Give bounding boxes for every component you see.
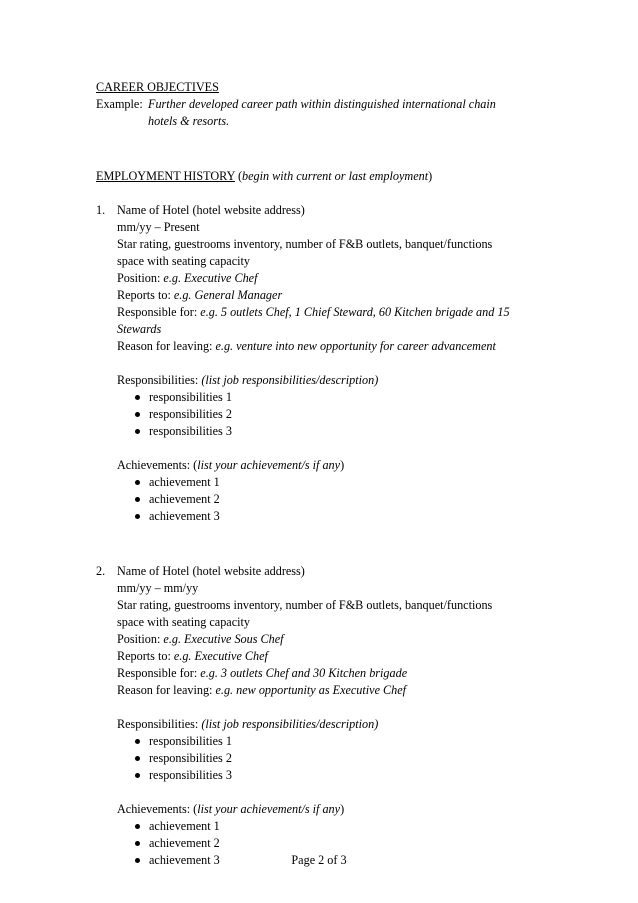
responsibilities-note: (list job responsibilities/description) <box>201 717 379 731</box>
position-label: Position: <box>117 271 164 285</box>
employment-entry-2 <box>96 563 556 869</box>
reports-to <box>117 287 556 304</box>
list-item: responsibilities 2 <box>133 750 556 767</box>
responsible-for <box>117 665 556 682</box>
career-example <box>96 96 556 130</box>
achievements-close: ) <box>340 458 345 472</box>
page-number: Page 2 of 3 <box>291 853 347 867</box>
list-item: responsibilities 2 <box>133 406 556 423</box>
reason-value: e.g. new opportunity as Executive Chef <box>215 683 407 697</box>
example-label: Example: <box>96 97 143 111</box>
responsibilities-list <box>117 733 556 784</box>
reports-to-label: Reports to: <box>117 649 174 663</box>
position <box>117 631 556 648</box>
employment-dates: mm/yy – Present <box>117 220 200 234</box>
achievements-list <box>117 474 556 525</box>
list-item: responsibilities 3 <box>133 767 556 784</box>
achievements-heading <box>117 457 556 474</box>
achievements-note: list your achievement/s if any <box>197 458 341 472</box>
responsibilities-heading <box>117 372 556 389</box>
responsible-for-value: e.g. 5 outlets Chef, 1 Chief Steward, 60 Kitchen brigade and 15 <box>200 305 510 319</box>
reports-to <box>117 648 556 665</box>
responsibilities-label: Responsibilities: <box>117 717 202 731</box>
responsible-for-label: Responsible for: <box>117 305 201 319</box>
reason-label: Reason for leaving: <box>117 339 216 353</box>
employment-entry-1 <box>96 202 556 525</box>
responsibilities-label: Responsibilities: <box>117 373 202 387</box>
achievements-note: list your achievement/s if any <box>197 802 341 816</box>
responsible-for-value-cont: Stewards <box>117 322 162 336</box>
achievements-label: Achievements: ( <box>117 802 198 816</box>
employment-history-note: begin with current or last employment <box>242 169 429 183</box>
position-label: Position: <box>117 632 164 646</box>
responsibilities-heading <box>117 716 556 733</box>
responsible-for-label: Responsible for: <box>117 666 201 680</box>
document-page <box>96 79 556 869</box>
reason-label: Reason for leaving: <box>117 683 216 697</box>
achievements-heading <box>117 801 556 818</box>
responsible-for-value: e.g. 3 outlets Chef and 30 Kitchen brigade <box>200 666 408 680</box>
list-item: achievement 1 <box>133 818 556 835</box>
example-line-2: hotels & resorts. <box>148 114 230 128</box>
list-item: achievement 3 <box>133 508 556 525</box>
list-item: achievement 1 <box>133 474 556 491</box>
note-close: ) <box>428 169 433 183</box>
list-item: achievement 2 <box>133 491 556 508</box>
list-item: responsibilities 3 <box>133 423 556 440</box>
star-rating-line-2: space with seating capacity <box>117 254 250 268</box>
responsible-for <box>117 304 556 321</box>
achievements-close: ) <box>340 802 345 816</box>
list-item: responsibilities 1 <box>133 733 556 750</box>
example-line-1: Further developed career path within distinguished international chain <box>148 97 496 111</box>
position-value: e.g. Executive Chef <box>163 271 258 285</box>
reports-to-label: Reports to: <box>117 288 174 302</box>
career-objectives-heading: CAREER OBJECTIVES <box>96 80 219 94</box>
employment-dates: mm/yy – mm/yy <box>117 581 199 595</box>
hotel-name: Name of Hotel (hotel website address) <box>117 203 305 217</box>
list-item: achievement 2 <box>133 835 556 852</box>
reports-to-value: e.g. General Manager <box>173 288 283 302</box>
entry-number: 2. <box>96 564 106 578</box>
position-value: e.g. Executive Sous Chef <box>163 632 284 646</box>
employment-history-heading-row <box>96 168 556 185</box>
reason-for-leaving <box>117 682 556 699</box>
star-rating-line-1: Star rating, guestrooms inventory, number of F&B outlets, banquet/functions <box>117 237 493 251</box>
list-item: achievement 3 <box>133 852 556 869</box>
employment-history-heading: EMPLOYMENT HISTORY <box>96 169 235 183</box>
position <box>117 270 556 287</box>
reports-to-value: e.g. Executive Chef <box>173 649 268 663</box>
achievements-label: Achievements: ( <box>117 458 198 472</box>
hotel-name: Name of Hotel (hotel website address) <box>117 564 305 578</box>
example-text <box>148 96 556 130</box>
responsibilities-note: (list job responsibilities/description) <box>201 373 379 387</box>
star-rating-line-1: Star rating, guestrooms inventory, number of F&B outlets, banquet/functions <box>117 598 493 612</box>
responsibilities-list <box>117 389 556 440</box>
list-item: responsibilities 1 <box>133 389 556 406</box>
star-rating-line-2: space with seating capacity <box>117 615 250 629</box>
reason-for-leaving <box>117 338 556 355</box>
reason-value: e.g. venture into new opportunity for career advancement <box>215 339 496 353</box>
entry-number: 1. <box>96 203 106 217</box>
responsible-for-continued <box>117 321 556 338</box>
note-open: ( <box>234 169 243 183</box>
